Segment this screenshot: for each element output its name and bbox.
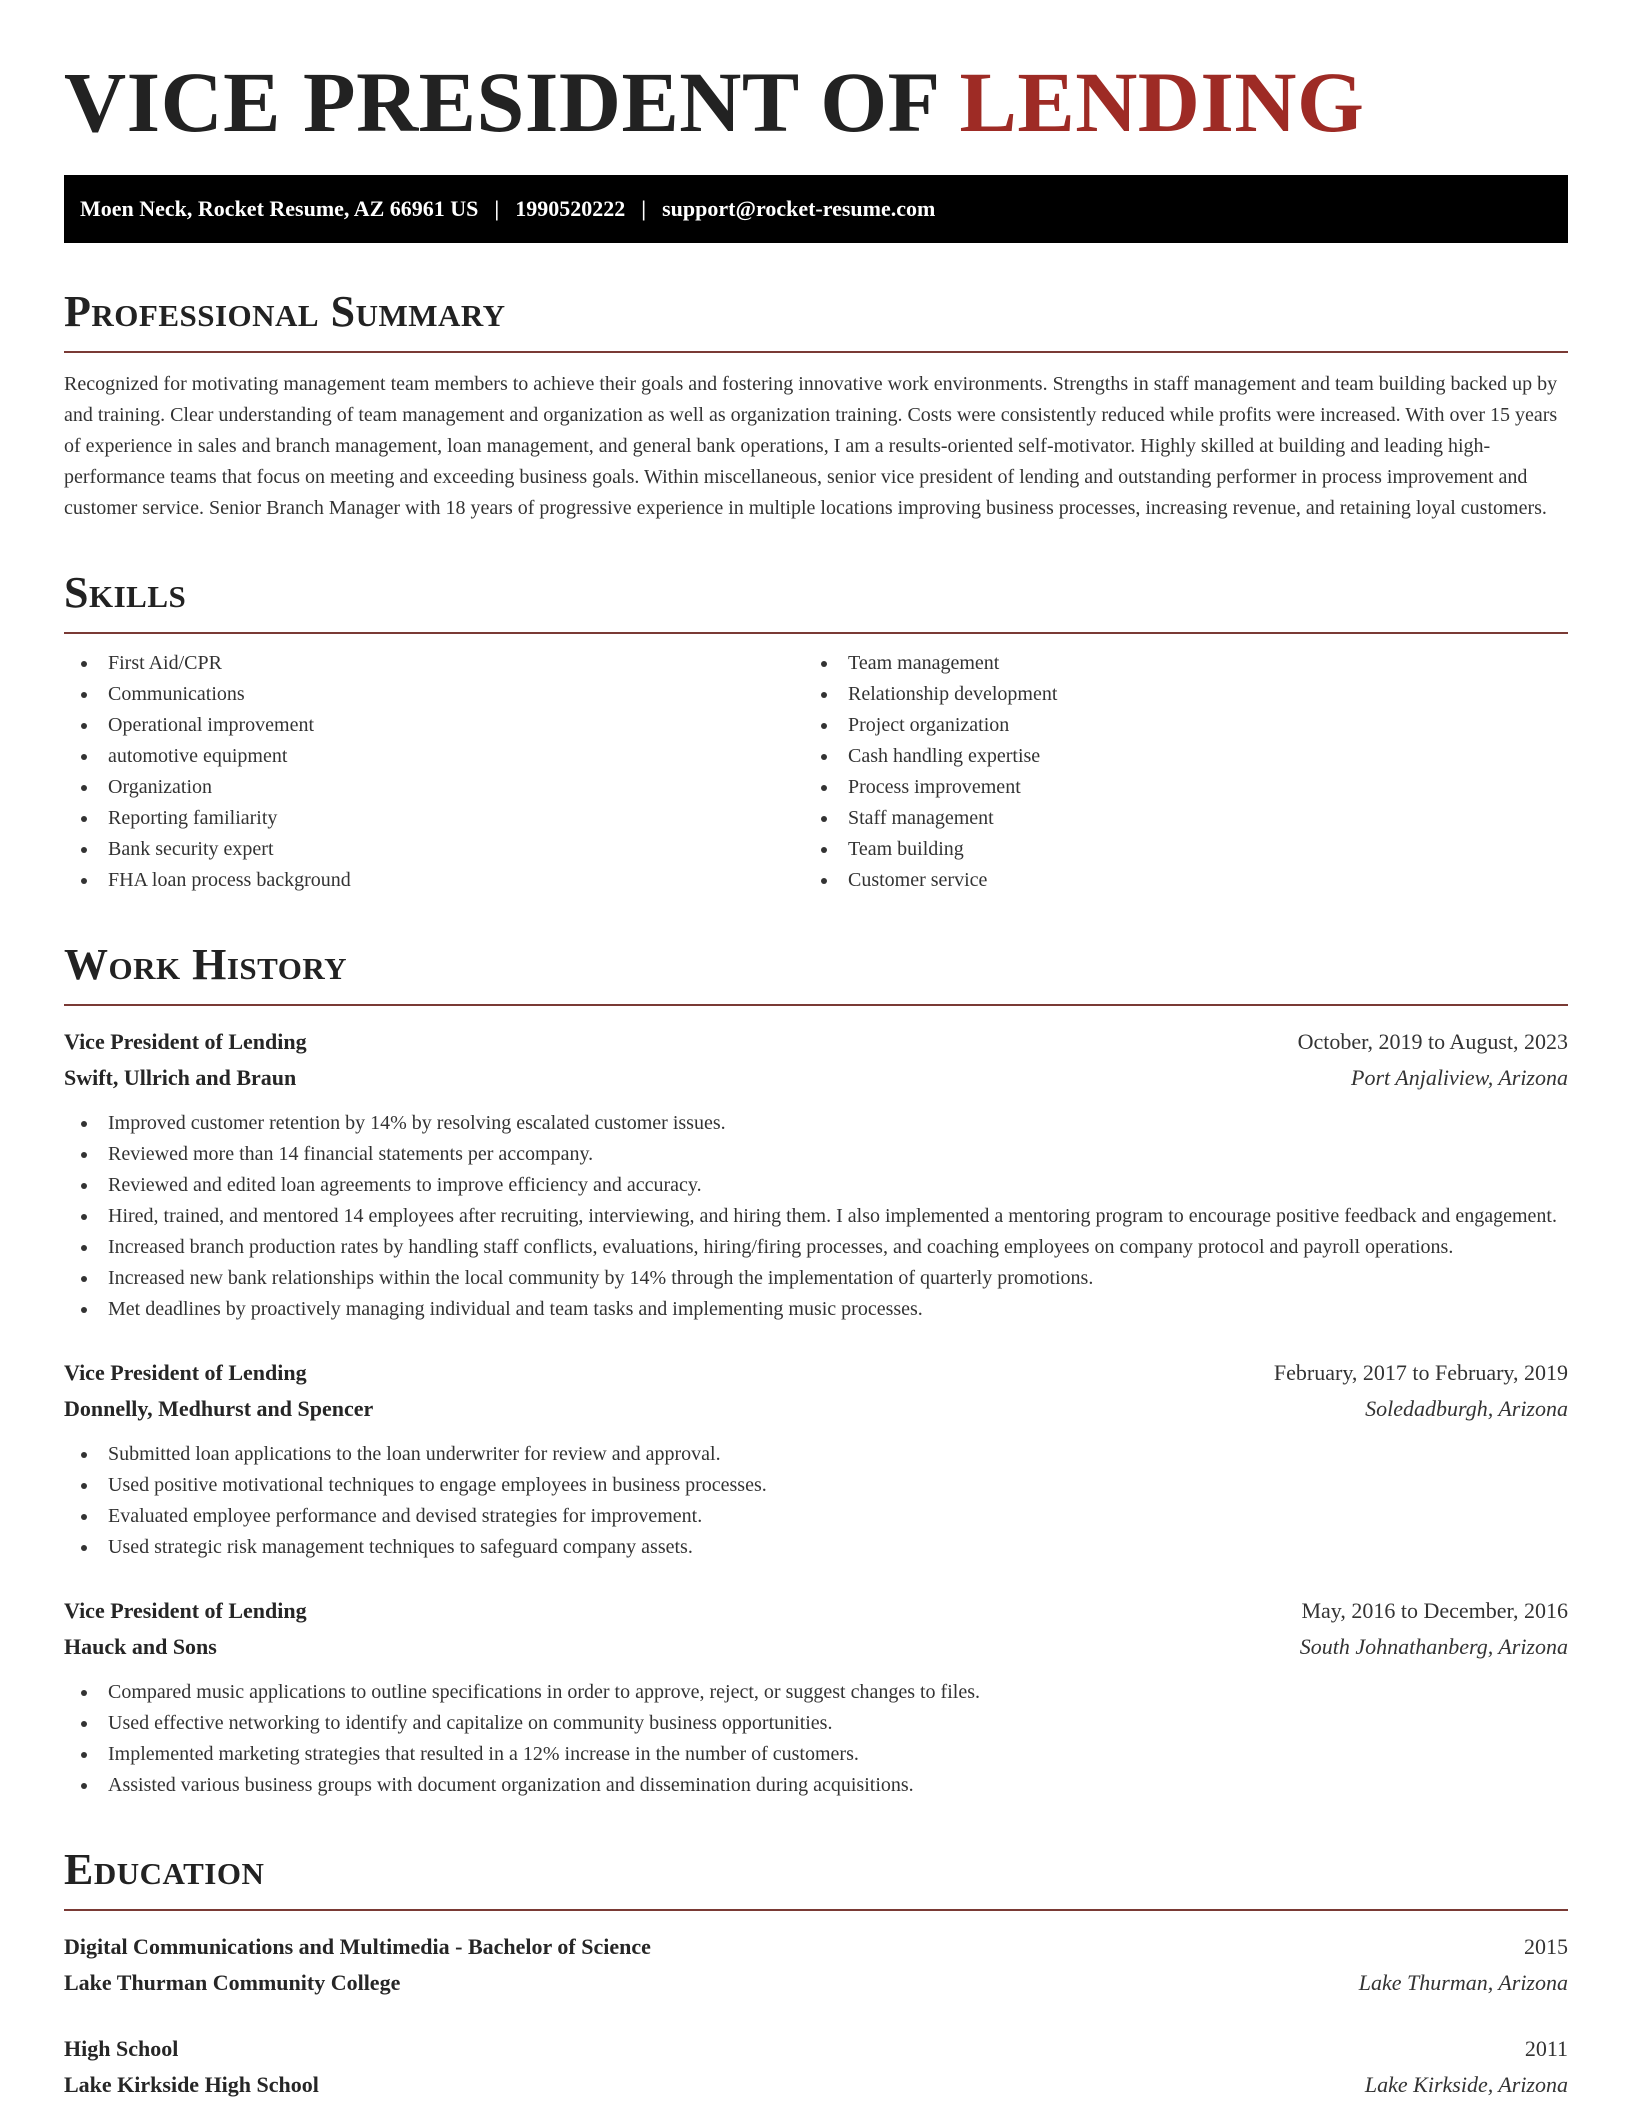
education-school-row [64, 2067, 1568, 2103]
education-entry [64, 2031, 1568, 2103]
skill-item: Communications [64, 679, 804, 710]
education-location: Lake Thurman, Arizona [1358, 1970, 1568, 1995]
job-location: South Johnathanberg, Arizona [1299, 1634, 1568, 1659]
title-accent: LENDING [959, 54, 1365, 150]
job-entry [64, 1593, 1568, 1801]
education-year: 2011 [1524, 2036, 1568, 2061]
section-heading-education: Education [64, 1845, 1568, 1911]
job-bullet: Used effective networking to identify and capitalize on community business opportunities. [64, 1708, 1568, 1739]
job-company-row [64, 1060, 1568, 1096]
skill-item: First Aid/CPR [64, 648, 804, 679]
job-header-row [64, 1355, 1568, 1391]
contact-separator: | [641, 196, 647, 221]
skill-item: Customer service [804, 865, 1544, 896]
summary-text: Recognized for motivating management team members to achieve their goals and fostering innovative work environments. Strengths in staff management and team building backed up by and training. Clear understanding of team management and organization as well as organization training. Costs were consistently reduced while profits were increased. With over 15 years of experience in sales and branch management, loan management, and general bank operations, I am a results-oriented self-motivator. Highly skilled at building and leading high-performance teams that focus on meeting and exceeding business goals. Within miscellaneous, senior vice president of lending and outstanding performer in process improvement and customer service. Senior Branch Manager with 18 years of progressive experience in multiple locations improving business processes, increasing revenue, and retaining loyal customers. [64, 373, 1558, 519]
job-bullet: Assisted various business groups with document organization and dissemination during acquisitions. [64, 1770, 1568, 1801]
section-heading-skills: Skills [64, 568, 1568, 634]
skill-item: Relationship development [804, 679, 1544, 710]
skills-column-right [804, 648, 1544, 896]
contact-bar [64, 175, 1568, 243]
job-title: Vice President of Lending [64, 1360, 307, 1385]
skill-item: Operational improvement [64, 710, 804, 741]
skill-item: automotive equipment [64, 741, 804, 772]
job-bullets [64, 1439, 1568, 1563]
job-bullets [64, 1677, 1568, 1801]
job-entry [64, 1355, 1568, 1563]
skill-item: Team building [804, 834, 1544, 865]
contact-email[interactable]: support@rocket-resume.com [662, 196, 936, 221]
job-title: Vice President of Lending [64, 1598, 307, 1623]
education-school-row [64, 1965, 1568, 2001]
skill-item: Team management [804, 648, 1544, 679]
skills-list [64, 648, 1568, 896]
job-header-row [64, 1593, 1568, 1629]
skill-item: Staff management [804, 803, 1544, 834]
job-bullet: Used positive motivational techniques to engage employees in business processes. [64, 1470, 1568, 1501]
skill-item: Process improvement [804, 772, 1544, 803]
skill-item: Project organization [804, 710, 1544, 741]
job-bullet: Increased branch production rates by handling staff conflicts, evaluations, hiring/firing processes, and coaching employees on company protocol and payroll operations. [64, 1232, 1568, 1263]
job-title: Vice President of Lending [64, 1029, 307, 1054]
job-bullet: Implemented marketing strategies that resulted in a 12% increase in the number of customers. [64, 1739, 1568, 1770]
job-company-row [64, 1391, 1568, 1427]
job-company: Hauck and Sons [64, 1634, 217, 1659]
job-dates: October, 2019 to August, 2023 [1297, 1029, 1568, 1054]
job-bullet: Improved customer retention by 14% by resolving escalated customer issues. [64, 1108, 1568, 1139]
job-bullet: Met deadlines by proactively managing individual and team tasks and implementing music processes. [64, 1294, 1568, 1325]
job-location: Port Anjaliview, Arizona [1351, 1065, 1568, 1090]
education-school: Lake Kirkside High School [64, 2072, 319, 2097]
job-company: Donnelly, Medhurst and Spencer [64, 1396, 374, 1421]
job-bullets [64, 1108, 1568, 1325]
job-bullet: Used strategic risk management techniques to safeguard company assets. [64, 1532, 1568, 1563]
skill-item: Reporting familiarity [64, 803, 804, 834]
skill-item: Bank security expert [64, 834, 804, 865]
job-bullet: Submitted loan applications to the loan underwriter for review and approval. [64, 1439, 1568, 1470]
contact-separator: | [494, 196, 500, 221]
skills-column-left [64, 648, 804, 896]
contact-phone[interactable]: 1990520222 [515, 196, 626, 221]
education-entry [64, 1929, 1568, 2001]
job-dates: May, 2016 to December, 2016 [1301, 1598, 1568, 1623]
education-degree-row [64, 1929, 1568, 1965]
education-degree: Digital Communications and Multimedia - Bachelor of Science [64, 1934, 651, 1959]
job-bullet: Increased new bank relationships within the local community by 14% through the implementation of quarterly promotions. [64, 1263, 1568, 1294]
skill-item: Organization [64, 772, 804, 803]
resume-title [64, 52, 1568, 152]
job-bullet: Hired, trained, and mentored 14 employees after recruiting, interviewing, and hiring them. I also implemented a mentoring program to encourage positive feedback and engagement. [64, 1201, 1568, 1232]
job-header-row [64, 1024, 1568, 1060]
job-dates: February, 2017 to February, 2019 [1273, 1360, 1568, 1385]
job-bullet: Compared music applications to outline specifications in order to approve, reject, or suggest changes to files. [64, 1677, 1568, 1708]
education-year: 2015 [1524, 1934, 1568, 1959]
education-degree-row [64, 2031, 1568, 2067]
section-heading-summary: Professional Summary [64, 287, 1568, 353]
section-heading-work-history: Work History [64, 940, 1568, 1006]
job-company-row [64, 1629, 1568, 1665]
job-location: Soledadburgh, Arizona [1365, 1396, 1568, 1421]
education-degree: High School [64, 2036, 179, 2061]
job-company: Swift, Ullrich and Braun [64, 1065, 297, 1090]
job-bullet: Reviewed and edited loan agreements to improve efficiency and accuracy. [64, 1170, 1568, 1201]
education-school: Lake Thurman Community College [64, 1970, 401, 1995]
skill-item: Cash handling expertise [804, 741, 1544, 772]
contact-address: Moen Neck, Rocket Resume, AZ 66961 US [80, 196, 479, 221]
skill-item: FHA loan process background [64, 865, 804, 896]
job-bullet: Reviewed more than 14 financial statements per accompany. [64, 1139, 1568, 1170]
job-bullet: Evaluated employee performance and devised strategies for improvement. [64, 1501, 1568, 1532]
job-entry [64, 1024, 1568, 1325]
education-location: Lake Kirkside, Arizona [1364, 2072, 1568, 2097]
title-main: VICE PRESIDENT OF [64, 54, 938, 150]
